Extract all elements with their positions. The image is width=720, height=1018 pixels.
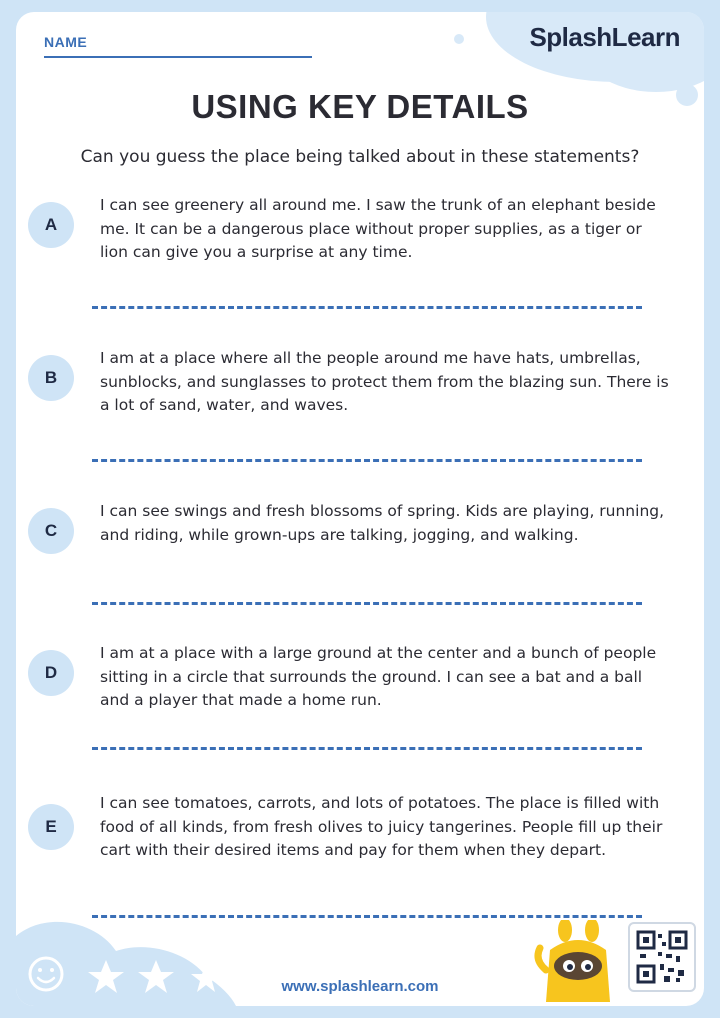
question-text: I am at a place with a large ground at the center and a bunch of people sitting in a circle that surrounds the ground. I can see a bat and a ball and a player that made a home run.: [100, 644, 657, 709]
question-letter-badge: E: [28, 804, 74, 850]
header-decoration: [454, 34, 464, 44]
question-text: I can see swings and fresh blossoms of spring. Kids are playing, running, and riding, while grown-ups are talking, jogging, and walking.: [100, 502, 665, 544]
answer-line[interactable]: [92, 459, 642, 462]
page-title: USING KEY DETAILS: [191, 88, 529, 125]
footer-url[interactable]: www.splashlearn.com: [281, 978, 439, 995]
question-text: I can see greenery all around me. I saw the trunk of an elephant beside me. It can be a dangerous place without proper supplies, as a tiger or lion can give you a surprise at any time.: [100, 196, 656, 261]
brand-logo: SplashLearn: [529, 22, 680, 52]
qr-code-icon: [636, 930, 688, 984]
question-letter-badge: A: [28, 202, 74, 248]
question-text: I am at a place where all the people around me have hats, umbrellas, sunblocks, and sunglasses to protect them from the blazing sun. There is a lot of sand, water, and waves.: [100, 349, 669, 414]
mascot-icon: [532, 920, 622, 1002]
question-text: I can see tomatoes, carrots, and lots of potatoes. The place is filled with food of all kinds, from fresh olives to juicy tangerines. People fill up their cart with their desired items and pay for them when they depart.: [100, 794, 663, 859]
name-field-line[interactable]: [44, 56, 312, 58]
question-letter-badge: C: [28, 508, 74, 554]
question-letter-badge: D: [28, 650, 74, 696]
question-letter-badge: B: [28, 355, 74, 401]
worksheet-page: [16, 12, 704, 1006]
answer-line[interactable]: [92, 306, 642, 309]
qr-code[interactable]: [628, 922, 696, 992]
answer-line[interactable]: [92, 747, 642, 750]
instructions: Can you guess the place being talked about in these statements?: [80, 147, 640, 167]
name-label: NAME: [44, 34, 88, 50]
answer-line[interactable]: [92, 602, 642, 605]
